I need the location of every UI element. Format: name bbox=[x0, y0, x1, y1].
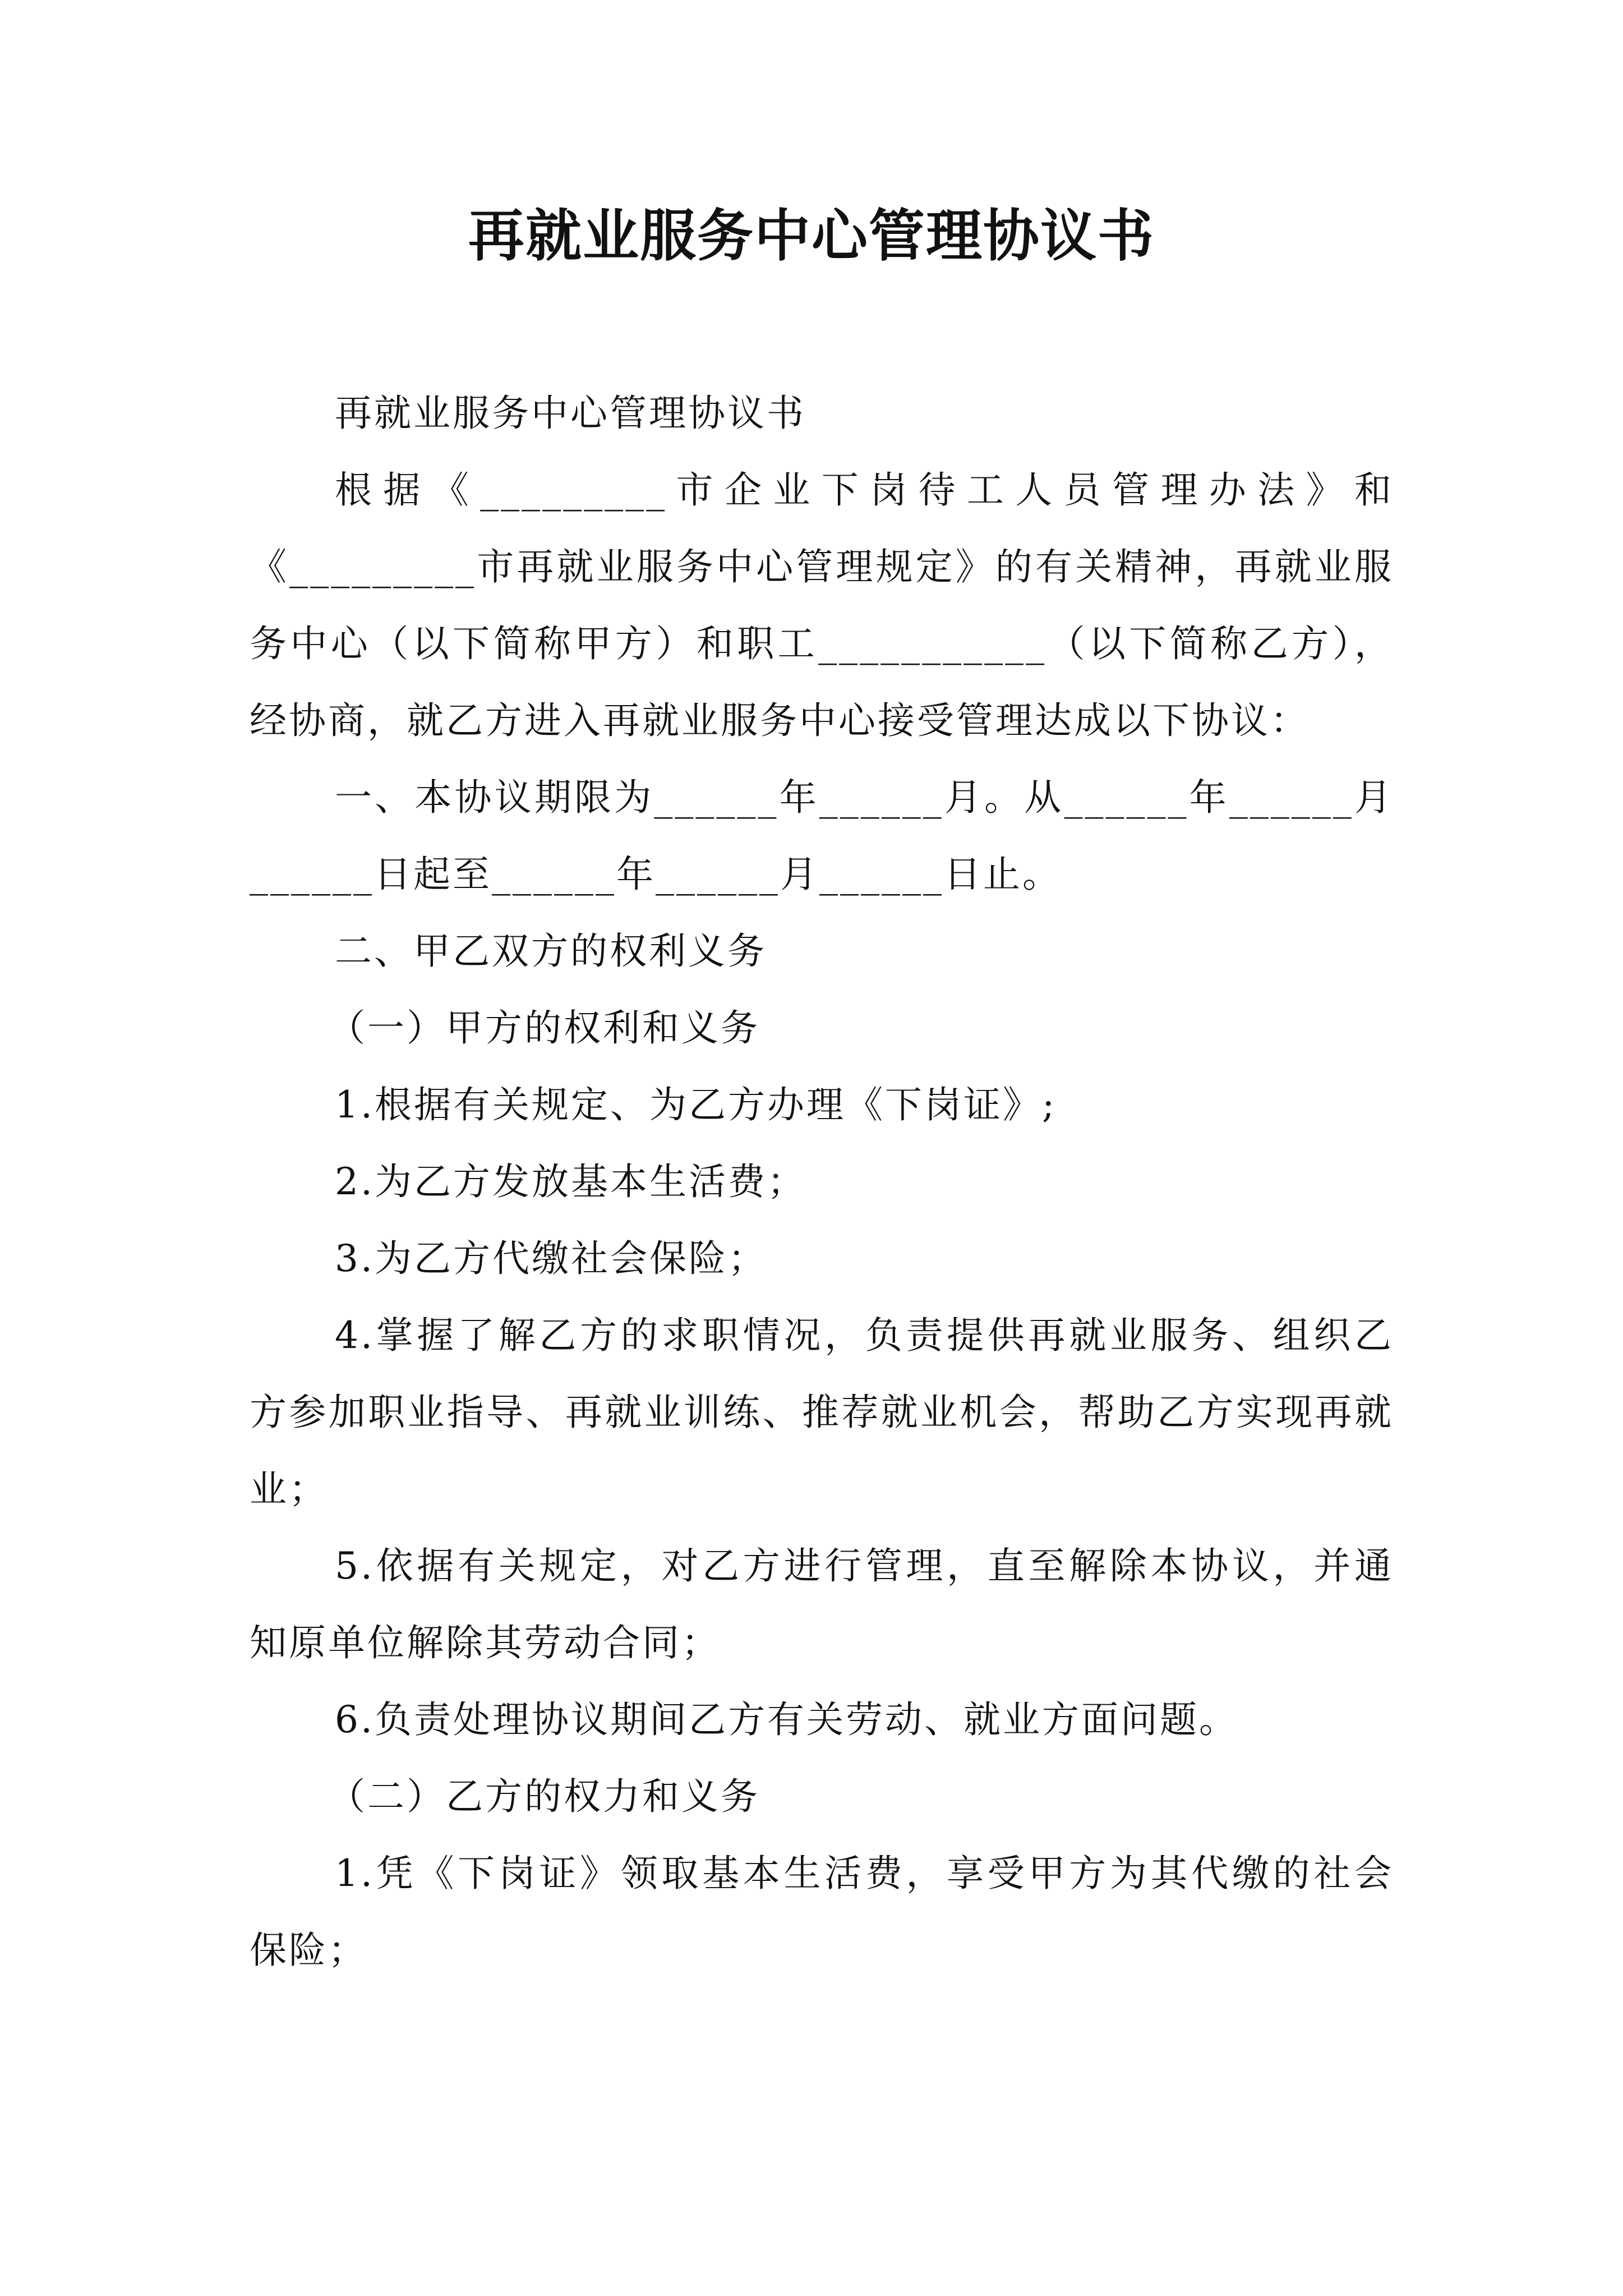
document-title: 再就业服务中心管理协议书 bbox=[468, 203, 1155, 269]
clause-a-1: 1.根据有关规定、为乙方办理《下岗证》; bbox=[335, 1083, 1057, 1126]
section-heading-rights: 二、甲乙双方的权利义务 bbox=[335, 930, 767, 973]
clause-a-4: 4.掌握了解乙方的求职情况，负责提供再就业服务、组织乙方参加职业指导、再就业训练、推荐就业机会，帮助乙方实现再就业； bbox=[250, 1314, 1394, 1511]
clause-b-1: 1.凭《下岗证》领取基本生活费，享受甲方为其代缴的社会保险； bbox=[250, 1852, 1394, 1972]
clause-a-3: 3.为乙方代缴社会保险； bbox=[335, 1237, 767, 1280]
clause-a-5: 5.依据有关规定，对乙方进行管理，直至解除本协议，并通知原单位解除其劳动合同； bbox=[250, 1544, 1394, 1664]
subsection-heading-party-b: （二）乙方的权力和义务 bbox=[328, 1775, 760, 1818]
subsection-heading-party-a: （一）甲方的权利和义务 bbox=[328, 1006, 760, 1050]
paragraph-term: 一、本协议期限为______年______月。从______年______月______日起至______年______月______日止。 bbox=[250, 776, 1394, 896]
document-body bbox=[250, 375, 1394, 1989]
clause-a-2: 2.为乙方发放基本生活费； bbox=[335, 1160, 806, 1203]
paragraph-subtitle: 再就业服务中心管理协议书 bbox=[335, 392, 806, 435]
paragraph-preamble: 根据《_________市企业下岗待工人员管理办法》和《_________市再就业服务中心管理规定》的有关精神，再就业服务中心（以下简称甲方）和职工___________（以下简称乙方），经协商，就乙方进入再就业服务中心接受管理达成以下协议： bbox=[250, 468, 1394, 742]
clause-a-6: 6.负责处理协议期间乙方有关劳动、就业方面问题。 bbox=[335, 1698, 1238, 1741]
